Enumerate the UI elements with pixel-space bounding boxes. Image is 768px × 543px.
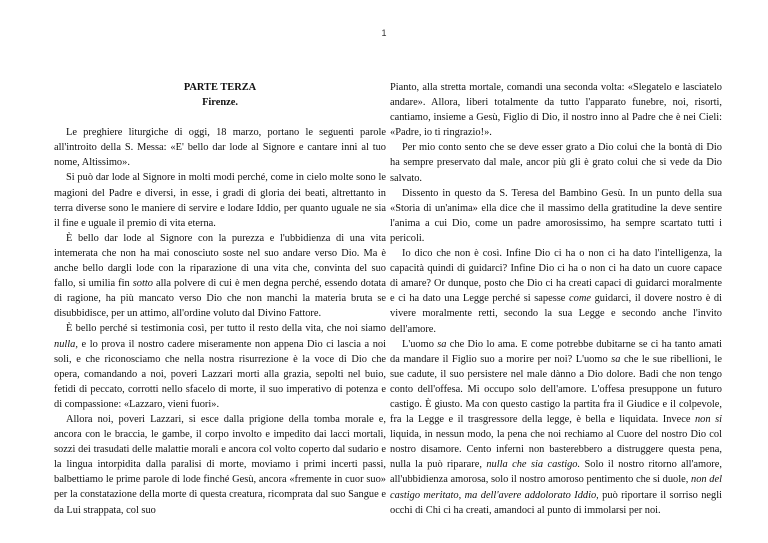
left-column: [54, 80, 386, 518]
right-column: [390, 80, 722, 518]
text-run: Le preghiere liturgiche di oggi, 18 marzo, portano le seguenti parole all'introito della S. Messa: «E' bello dar lode al Signore e cantare inni al tuo nome, Altissimo».: [54, 127, 386, 169]
text-run: Allora noi, poveri Lazzari, si esce dalla prigione della tomba morale e, ancora con le braccia, le gambe, il corpo involto e impedito dai lacci mortali, sozzi dei trasudati delle malattie morali e ancora col volto coperto dal sudario e la lingua intorpidita dalla paralisi di morte, moviamo i primi incerti passi, balbettiamo le prime parole di lode finché Gesù, ancora «fremente in cuor suo» per la constatazione della morte di questa creatura, ricomprata dal suo Sangue e da Lui strappata, col suo: [54, 413, 386, 516]
italic-text: non si: [694, 414, 722, 426]
text-run: Per mio conto sento che se deve esser grato a Dio colui che la bontà di Dio ha sempre preservato dal male, ancor più gli è grato colui che si vede da Dio salvato.: [390, 142, 722, 184]
italic-text: nulla che sia castigo.: [486, 459, 581, 471]
text-run: Solo il nostro ritorno all'amore, all'ubbidienza amorosa, solo il nostro amoroso pentimento che si duole,: [390, 459, 722, 486]
italic-text: sa: [437, 338, 447, 350]
left-paragraph-2: [54, 170, 386, 230]
page-number: 1: [381, 28, 387, 38]
left-paragraph-4: [54, 321, 386, 412]
text-run: può riportare il sorriso negli occhi di Chi ci ha creati, amandoci al punto di immolarsi per noi.: [390, 489, 722, 516]
left-paragraphs: [54, 125, 386, 517]
right-paragraph-4: [390, 246, 722, 337]
left-paragraph-3: [54, 231, 386, 322]
right-paragraph-1: [390, 80, 722, 140]
text-run: che Dio lo ama. E come potrebbe dubitarne se ci ha tanto amati da mandare il Figlio suo a morire per noi? L'uomo: [390, 338, 722, 365]
section-title: PARTE TERZA: [183, 82, 257, 93]
left-paragraph-1: [54, 125, 386, 170]
text-run: Dissento in questo da S. Teresa del Bambino Gesù. In un punto della sua «Storia di un'anima» ella dice che il massimo della gratitudine la deve sentire l'anima a cui Dio, come un padre amorosissimo, ha sempre scartato tutti i pericoli.: [390, 187, 722, 244]
text-run: È bello dar lode al Signore con la purezza e l'ubbidienza di una vita intemerata che non ha mai conosciuto soste nel suo andare verso Dio. Ma è anche bello dargli lode con la riparazione di una vita che, convinta del suo fallo, si umilia fin: [54, 232, 386, 290]
italic-text: sa: [611, 353, 621, 365]
text-run: L'uomo: [402, 338, 438, 350]
text-run: guidarci, il dovere nostro è di vivere moralmente retti, secondo la sua Legge e secondo anche l'invito dell'amore.: [390, 293, 722, 335]
right-paragraphs: [390, 80, 722, 518]
italic-text: sotto: [132, 278, 153, 290]
text-run: Io dico che non è così. Infine Dio ci ha o non ci ha dato l'intelligenza, la capacità quindi di guidarci? Infine Dio ci ha o non ci ha dato un cuore capace di amare? Or dunque, posto che Dio ci ha creati capaci di guidarci moralmente e ci ha dato una Legge perché si sapesse: [390, 248, 722, 305]
italic-text: nulla,: [54, 338, 78, 350]
left-paragraph-5: [54, 412, 386, 518]
text-run: alla polvere di cui è men degna perché, essendo dotata di ragione, ha più mancato verso Dio che non manchi la materia bruta se disubbidisce, per un attimo, all'ordine voluto dal Divino Fattore.: [54, 278, 386, 320]
text-run: che le sue ribellioni, le sue cadute, il suo persistere nel male dànno a Dio dolore. Badi che non tengo conto dell'offesa. Mi occupo solo dell'amore. L'offesa presuppone un futuro castigo. È giusto. Ma con questo castigo la partita fra il Giudice e il colpevole, fra la Legge e il trasgressore della legge, è bella e liquidata. Invece: [390, 353, 722, 426]
text-run: e lo prova il nostro cadere miseramente non appena Dio ci lascia a noi soli, e che riconosciamo che nella nostra risurrezione è la voce di Dio che opera, comandando a noi, poveri Lazzari morti alla grazia, sepolti nel buio, fetidi di peccato, corrotti nello sfacelo di morte, il suo imperativo di potenza e di compassione: «Lazzaro, vieni fuori».: [54, 338, 386, 410]
text-run: Si può dar lode al Signore in molti modi perché, come in cielo molte sono le magioni del Padre e diversi, in esse, i gradi di gloria dei beati, altrettanto in terra diverse sono le maniere di servire e lodare Iddio, per quanto uguale ne sia il fine e uguale il premio di vita eterna.: [54, 172, 386, 229]
italic-text: come: [569, 293, 591, 305]
right-paragraph-5: [390, 337, 722, 518]
section-subtitle: Firenze.: [202, 97, 238, 109]
italic-text: non del castigo meritato, ma dell'avere addolorato Iddio,: [390, 474, 722, 501]
right-paragraph-2: [390, 140, 722, 185]
text-run: Pianto, alla stretta mortale, comandi una seconda volta: «Slegatelo e lasciatelo andare». Allora, liberi totalmente da tutto l'apparato funebre, noi, risorti, cantiamo, insieme a Gesù, Figlio di Dio, il nostro inno al Padre che è nei Cieli: «Padre, io ti ringrazio!».: [390, 82, 722, 139]
text-run: liquida, in nessun modo, la pena che noi rechiamo al Cuore del nostro Dio col nostro disamore. Cento inferni non basterebbero a distruggere questa pena, nulla la può riparare,: [390, 429, 722, 471]
title-spacer: [54, 110, 386, 125]
right-paragraph-3: [390, 186, 722, 246]
text-run: È bello perché si testimonia così, per tutto il resto della vita, che noi siamo: [66, 323, 386, 335]
